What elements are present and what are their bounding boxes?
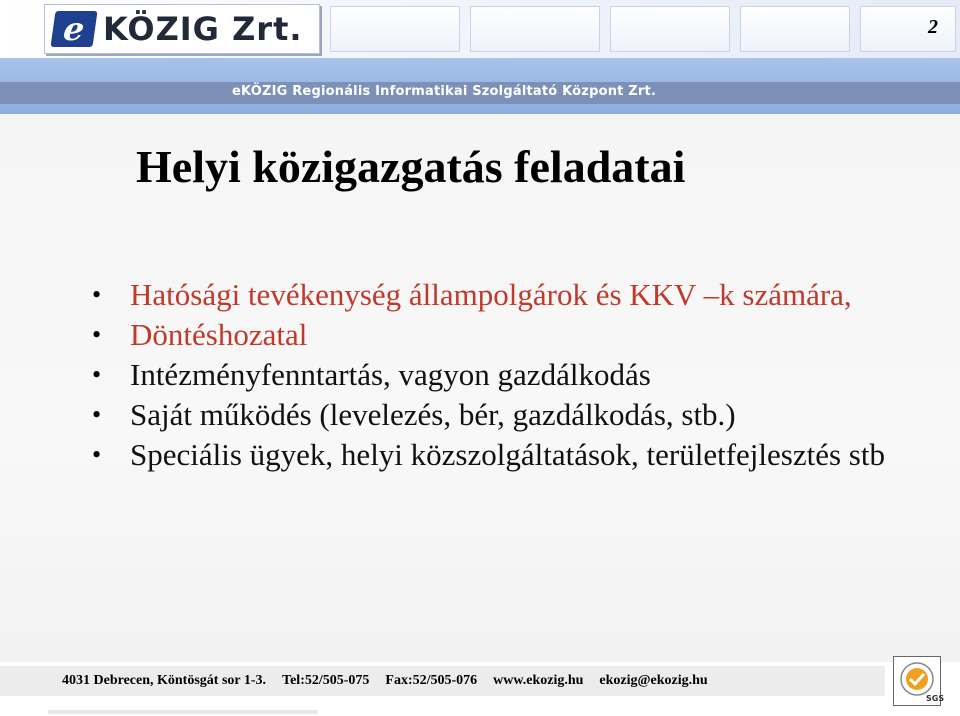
header-grid-cell bbox=[860, 6, 956, 52]
bullet-item bbox=[92, 316, 892, 354]
header-tagline: eKÖZIG Regionális Informatikai Szolgáltató Központ Zrt. bbox=[232, 84, 657, 99]
bullet-item bbox=[92, 436, 892, 474]
footer-email-link[interactable]: ekozig@ekozig.hu bbox=[599, 673, 708, 688]
sgs-label: SGS bbox=[926, 694, 945, 703]
header-grid-cell bbox=[330, 6, 460, 52]
ekozig-logo bbox=[44, 4, 320, 54]
bullet-icon: • bbox=[92, 280, 102, 309]
footer-contact bbox=[62, 673, 708, 689]
header-grid-cell bbox=[740, 6, 850, 52]
footer-tel: Tel:52/505-075 bbox=[282, 673, 370, 688]
bullet-item bbox=[92, 396, 892, 434]
logo-e-mark: e bbox=[50, 11, 97, 47]
bullet-icon: • bbox=[92, 400, 102, 429]
bullet-item bbox=[92, 276, 892, 314]
slide-title: Helyi közigazgatás feladatai bbox=[136, 141, 686, 192]
bullet-icon: • bbox=[92, 440, 102, 469]
bullet-icon: • bbox=[92, 320, 102, 349]
bullet-text: Saját működés (levelezés, bér, gazdálkodás, stb.) bbox=[130, 397, 736, 432]
bullet-text: Hatósági tevékenység állampolgárok és KKV –k számára, bbox=[130, 277, 852, 312]
bullet-text: Intézményfenntartás, vagyon gazdálkodás bbox=[130, 357, 651, 392]
sgs-certification-icon bbox=[893, 656, 945, 706]
bullet-list bbox=[92, 276, 892, 476]
page-number: 2 bbox=[928, 16, 938, 38]
footer-web-link[interactable]: www.ekozig.hu bbox=[493, 673, 584, 688]
header-grid-cell bbox=[470, 6, 600, 52]
bottom-strip bbox=[48, 710, 318, 714]
footer-address: 4031 Debrecen, Köntösgát sor 1-3. bbox=[62, 673, 267, 688]
bullet-item bbox=[92, 356, 892, 394]
logo-wordmark: KÖZIG Zrt. bbox=[103, 10, 303, 48]
bullet-text: Döntéshozatal bbox=[130, 317, 308, 352]
footer-fax: Fax:52/505-076 bbox=[385, 673, 478, 688]
bullet-text: Speciális ügyek, helyi közszolgáltatások, területfejlesztés stb bbox=[130, 437, 885, 472]
sgs-seal-icon bbox=[896, 659, 945, 703]
bullet-icon: • bbox=[92, 360, 102, 389]
header-grid-cell bbox=[610, 6, 730, 52]
